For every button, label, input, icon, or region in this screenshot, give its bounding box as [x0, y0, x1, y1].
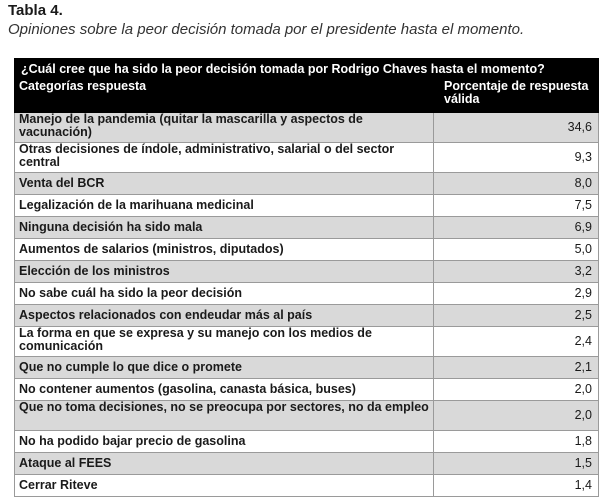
table-row — [15, 239, 599, 261]
table-row — [15, 195, 599, 217]
table-row — [15, 143, 599, 173]
row-value: 34,6 — [434, 113, 599, 143]
row-category: No contener aumentos (gasolina, canasta básica, buses) — [15, 379, 434, 401]
row-category: Legalización de la marihuana medicinal — [15, 195, 434, 217]
header-percent: Porcentaje de respuesta válida — [434, 80, 599, 113]
row-value: 1,8 — [434, 431, 599, 453]
table-row — [15, 327, 599, 357]
table-row — [15, 217, 599, 239]
row-category: Ataque al FEES — [15, 453, 434, 475]
table-row — [15, 283, 599, 305]
row-category: Ninguna decisión ha sido mala — [15, 217, 434, 239]
row-value: 2,5 — [434, 305, 599, 327]
table-row — [15, 113, 599, 143]
table-subtitle: Opiniones sobre la peor decisión tomada por el presidente hasta el momento. — [8, 21, 525, 38]
row-category: Aspectos relacionados con endeudar más al país — [15, 305, 434, 327]
row-category: No ha podido bajar precio de gasolina — [15, 431, 434, 453]
row-value: 9,3 — [434, 143, 599, 173]
row-category: No sabe cuál ha sido la peor decisión — [15, 283, 434, 305]
row-category: Cerrar Riteve — [15, 475, 434, 497]
table-row — [15, 357, 599, 379]
opinion-table — [14, 58, 599, 497]
row-value: 5,0 — [434, 239, 599, 261]
table-row — [15, 475, 599, 497]
row-category: Aumentos de salarios (ministros, diputados) — [15, 239, 434, 261]
row-value: 2,9 — [434, 283, 599, 305]
header-category: Categorías respuesta — [15, 80, 434, 113]
row-value: 2,0 — [434, 401, 599, 431]
row-category: Manejo de la pandemia (quitar la mascarilla y aspectos de vacunación) — [15, 113, 434, 143]
row-category: Elección de los ministros — [15, 261, 434, 283]
header-row — [15, 80, 599, 113]
question-row — [15, 59, 599, 80]
row-value: 1,5 — [434, 453, 599, 475]
row-value: 6,9 — [434, 217, 599, 239]
table-row — [15, 453, 599, 475]
row-value: 2,0 — [434, 379, 599, 401]
table-row — [15, 379, 599, 401]
row-category: Otras decisiones de índole, administrativo, salarial o del sector central — [15, 143, 434, 173]
table-title: Tabla 4. — [8, 2, 63, 19]
row-category: Venta del BCR — [15, 173, 434, 195]
table-row — [15, 431, 599, 453]
question-cell: ¿Cuál cree que ha sido la peor decisión tomada por Rodrigo Chaves hasta el momento? — [15, 59, 599, 80]
table-row — [15, 401, 599, 431]
row-value: 7,5 — [434, 195, 599, 217]
row-value: 3,2 — [434, 261, 599, 283]
row-category: La forma en que se expresa y su manejo con los medios de comunicación — [15, 327, 434, 357]
row-value: 2,1 — [434, 357, 599, 379]
row-category: Que no cumple lo que dice o promete — [15, 357, 434, 379]
row-category: Que no toma decisiones, no se preocupa por sectores, no da empleo — [15, 401, 434, 431]
table-row — [15, 305, 599, 327]
row-value: 1,4 — [434, 475, 599, 497]
row-value: 8,0 — [434, 173, 599, 195]
table-row — [15, 173, 599, 195]
row-value: 2,4 — [434, 327, 599, 357]
table-row — [15, 261, 599, 283]
